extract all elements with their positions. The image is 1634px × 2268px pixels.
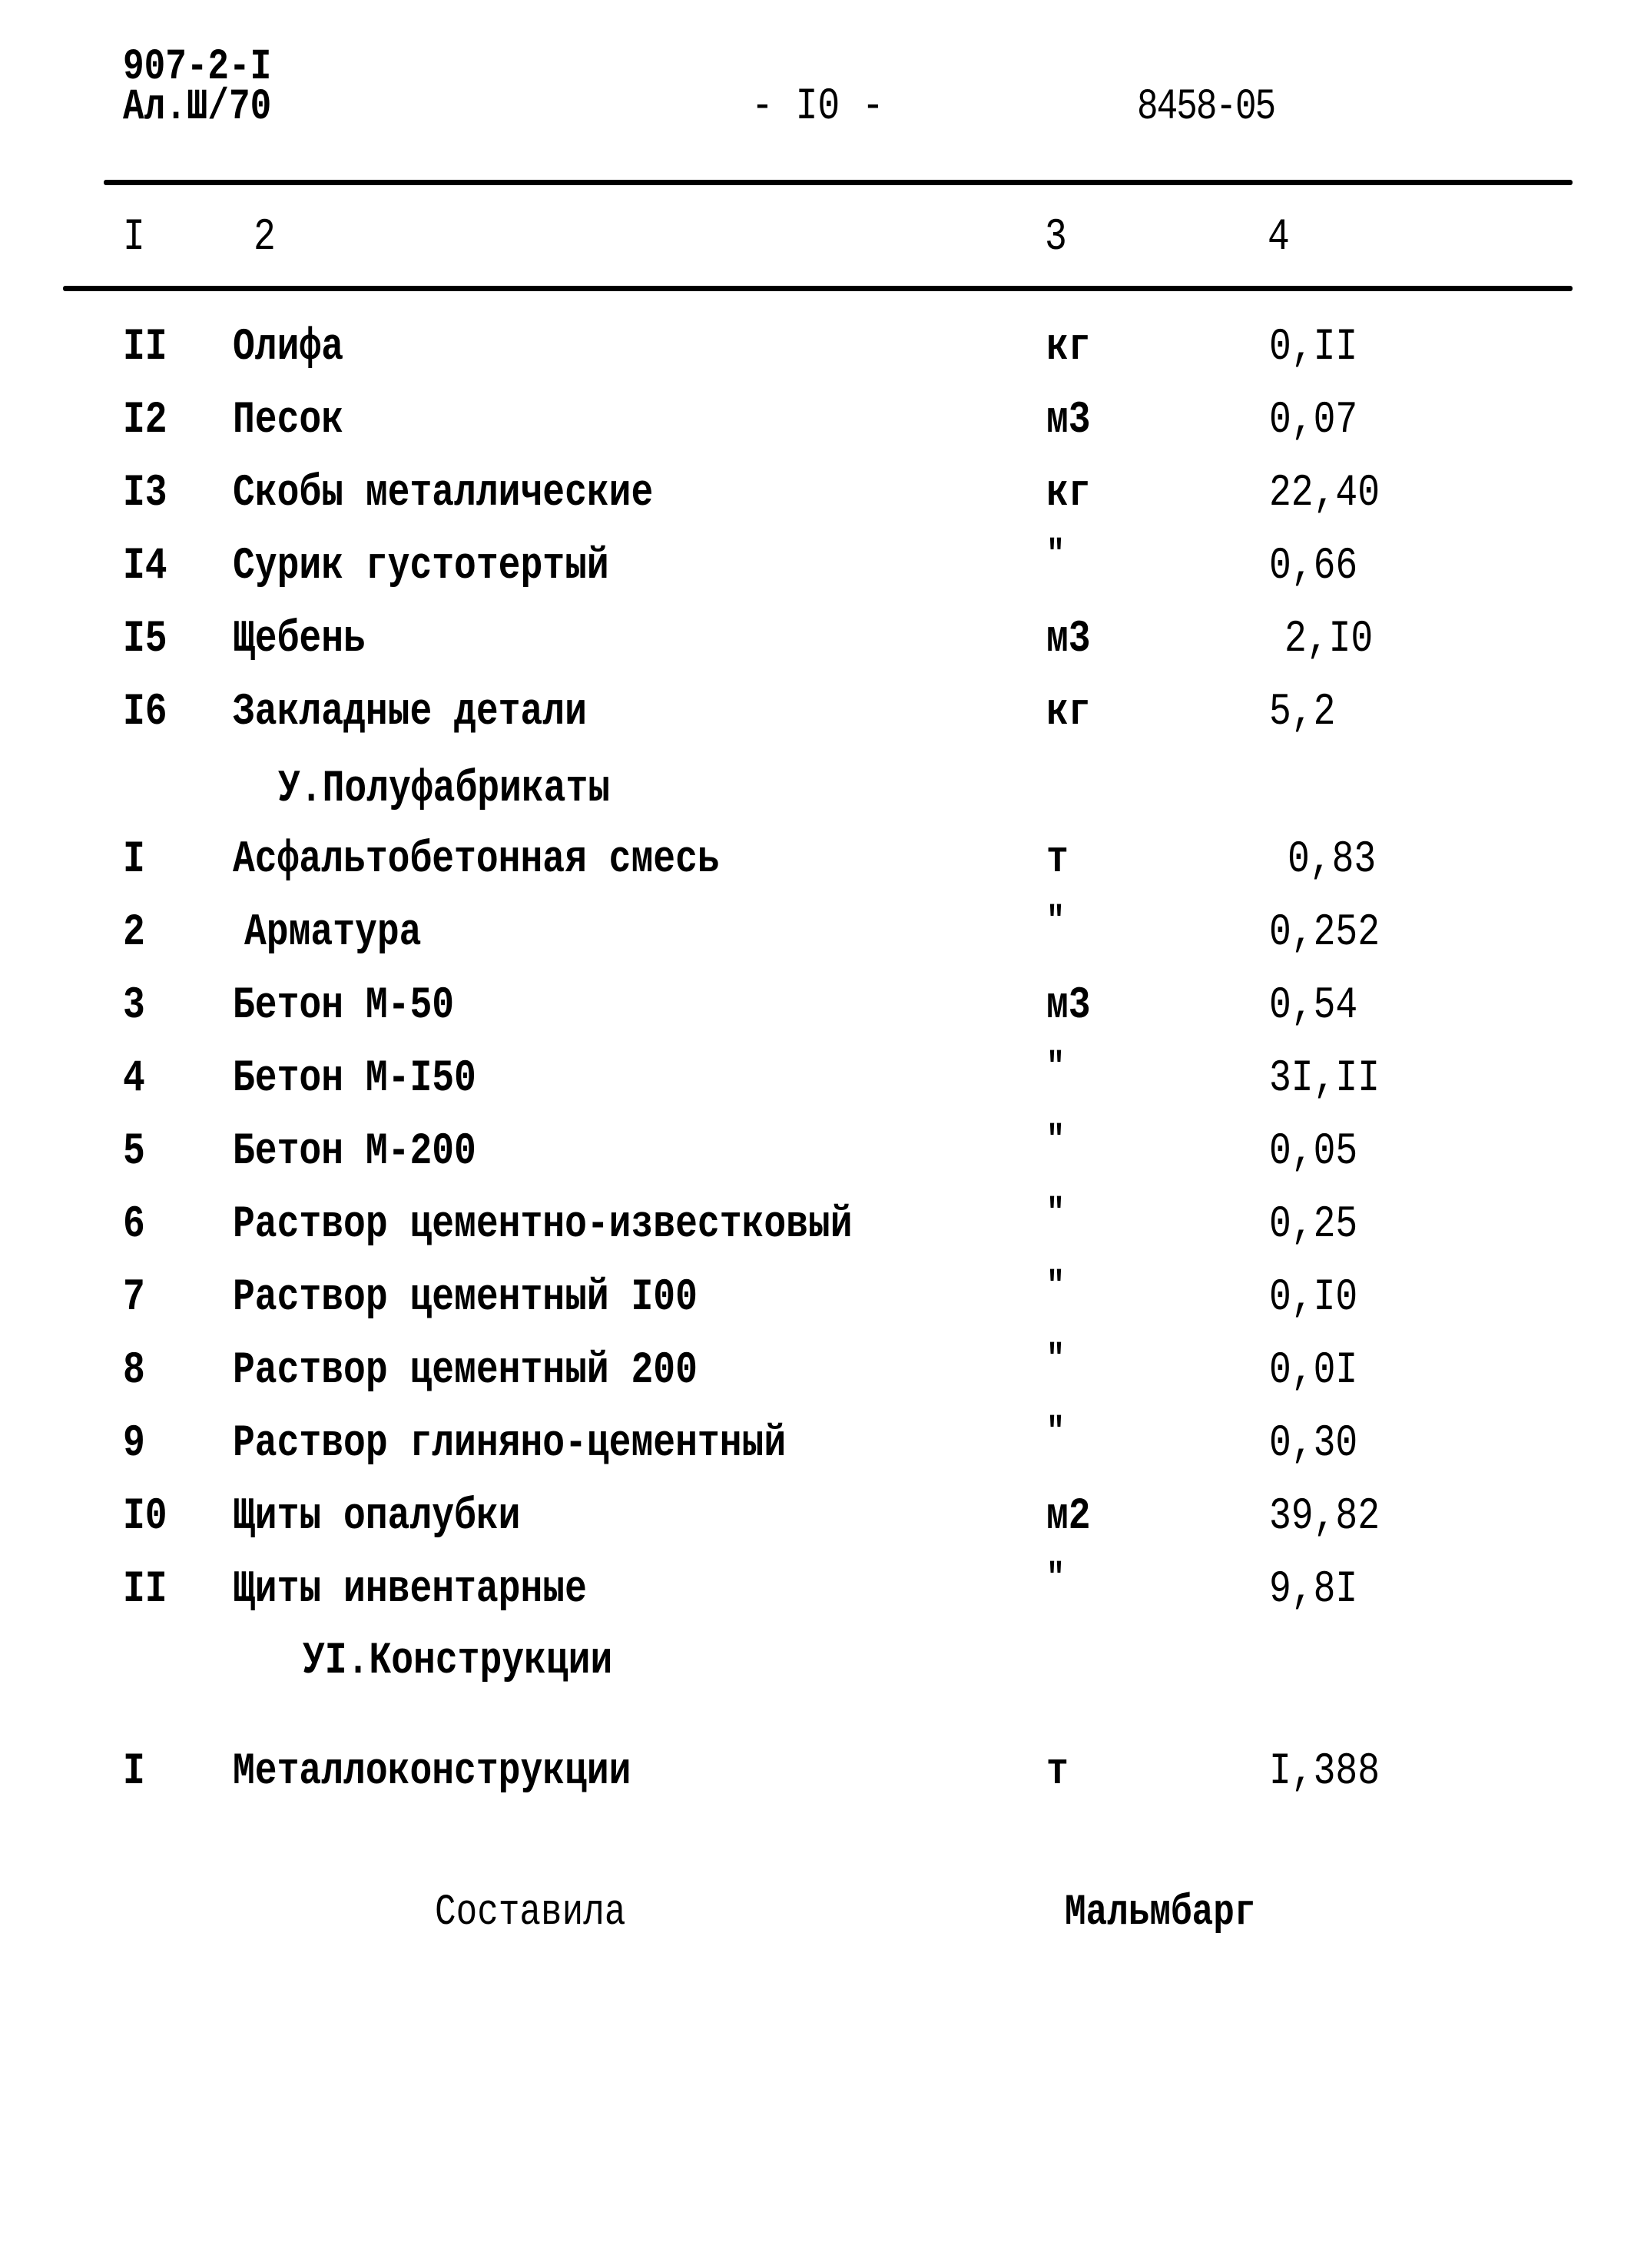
section-heading-structures: УI.Конструкции (303, 1636, 613, 1687)
row-value: 2,I0 (1284, 614, 1374, 665)
row-name: Сурик густотертый (233, 541, 609, 592)
row-unit-ditto: " (1046, 1339, 1066, 1382)
row-number: 8 (123, 1345, 145, 1397)
row-name: Скобы металлические (233, 468, 654, 519)
row-name: Песок (233, 395, 344, 446)
row-value: 0,30 (1269, 1418, 1358, 1470)
row-unit-ditto: " (1046, 1047, 1066, 1090)
row-name: Щиты опалубки (233, 1491, 521, 1543)
column-header-number: I (123, 212, 145, 264)
row-name: Раствор цементно-известковый (233, 1199, 853, 1251)
row-name: Щиты инвентарные (233, 1564, 587, 1616)
row-unit-ditto: " (1046, 901, 1066, 944)
table-header-bottom-rule (63, 286, 1573, 291)
row-value: 0,54 (1269, 980, 1358, 1032)
row-value: 0,II (1269, 322, 1358, 373)
row-unit: м3 (1046, 614, 1091, 665)
row-number: 7 (123, 1272, 145, 1324)
row-name: Олифа (233, 322, 344, 373)
section-heading-semi-finished: У.Полуфабрикаты (278, 764, 611, 815)
row-name: Щебень (233, 614, 366, 665)
document-number: 8458-05 (1137, 82, 1275, 131)
row-number: I6 (123, 687, 167, 738)
row-unit-ditto: " (1046, 1193, 1066, 1236)
row-number: I0 (123, 1491, 167, 1543)
row-value: 0,252 (1269, 907, 1380, 959)
row-unit: кг (1046, 322, 1091, 373)
column-header-quantity: 4 (1268, 212, 1290, 264)
row-number: 2 (123, 907, 145, 959)
row-number: II (123, 322, 167, 373)
row-name: Арматура (244, 907, 422, 959)
row-unit-ditto: " (1046, 1412, 1066, 1455)
row-unit: т (1046, 1746, 1069, 1798)
row-number: 9 (123, 1418, 145, 1470)
row-number: 4 (123, 1053, 145, 1105)
row-value: 0,66 (1269, 541, 1358, 592)
row-unit: м3 (1046, 980, 1091, 1032)
row-value: 0,83 (1288, 834, 1377, 886)
row-value: 0,0I (1269, 1345, 1358, 1397)
row-number: I5 (123, 614, 167, 665)
row-name: Бетон М-50 (233, 980, 455, 1032)
row-number: 5 (123, 1126, 145, 1178)
row-number: I2 (123, 395, 167, 446)
row-value: 39,82 (1269, 1491, 1380, 1543)
row-number: I (123, 834, 145, 886)
row-number: 6 (123, 1199, 145, 1251)
row-name: Раствор глиняно-цементный (233, 1418, 787, 1470)
column-header-unit: 3 (1045, 212, 1067, 264)
row-number: 3 (123, 980, 145, 1032)
document-code: 907-2-I (123, 42, 272, 91)
row-unit: кг (1046, 687, 1091, 738)
row-number: I3 (123, 468, 167, 519)
compiler-name: Мальмбарг (1065, 1888, 1256, 1937)
row-unit-ditto: " (1046, 535, 1066, 578)
album-reference: Ал.Ш/70 (123, 82, 272, 131)
row-name: Бетон М-200 (233, 1126, 476, 1178)
row-number: I (123, 1746, 145, 1798)
compiled-by-label: Составила (435, 1888, 626, 1937)
column-header-name: 2 (254, 212, 276, 264)
row-value: 0,05 (1269, 1126, 1358, 1178)
row-name: Металлоконструкции (233, 1746, 631, 1798)
row-unit-ditto: " (1046, 1558, 1066, 1601)
row-unit: м2 (1046, 1491, 1091, 1543)
row-name: Раствор цементный I00 (233, 1272, 698, 1324)
table-top-rule (104, 180, 1573, 185)
row-number: II (123, 1564, 167, 1616)
row-unit-ditto: " (1046, 1266, 1066, 1309)
row-value: 0,25 (1269, 1199, 1358, 1251)
row-unit: т (1046, 834, 1069, 886)
row-value: I,388 (1269, 1746, 1380, 1798)
row-name: Асфальтобетонная смесь (233, 834, 720, 886)
row-name: Закладные детали (233, 687, 587, 738)
row-name: Бетон М-I50 (233, 1053, 476, 1105)
page-number: - I0 - (751, 81, 884, 133)
row-unit: кг (1046, 468, 1091, 519)
row-unit-ditto: " (1046, 1120, 1066, 1163)
row-value: 3I,II (1269, 1053, 1380, 1105)
row-name: Раствор цементный 200 (233, 1345, 698, 1397)
row-value: 9,8I (1269, 1564, 1358, 1616)
row-value: 0,I0 (1269, 1272, 1358, 1324)
row-value: 5,2 (1269, 687, 1336, 738)
row-unit: м3 (1046, 395, 1091, 446)
row-value: 22,40 (1269, 468, 1380, 519)
row-number: I4 (123, 541, 167, 592)
row-value: 0,07 (1269, 395, 1358, 446)
